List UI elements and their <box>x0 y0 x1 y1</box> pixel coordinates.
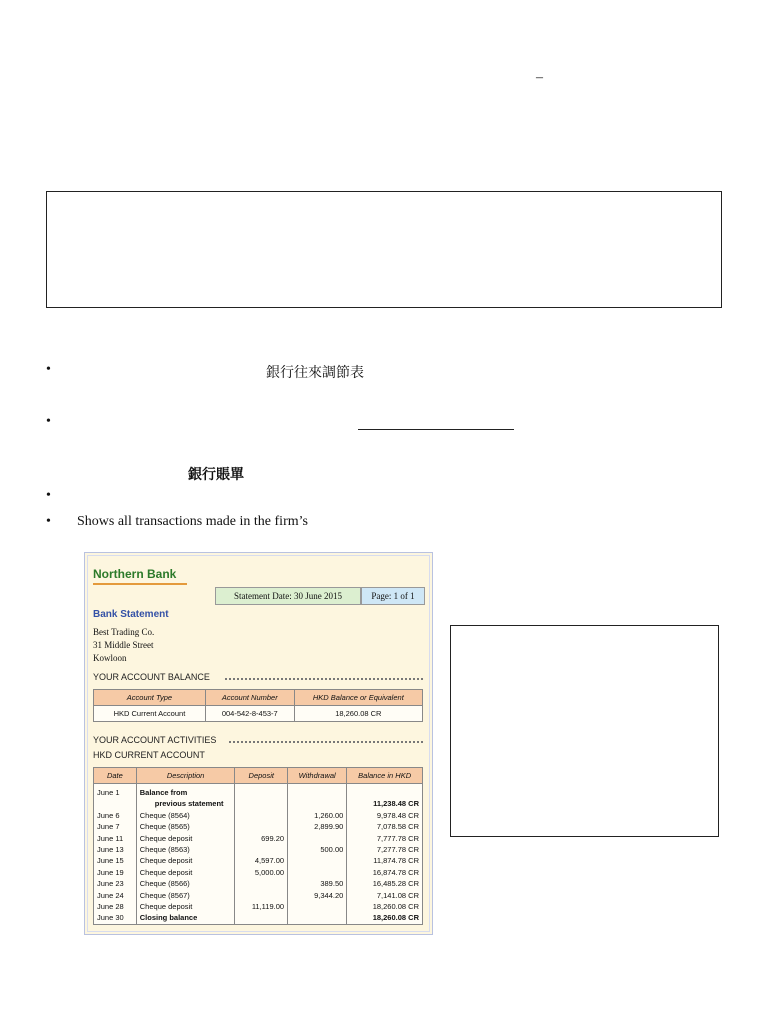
column-header: Withdrawal <box>288 768 347 784</box>
date-cell: June 28 <box>94 901 137 912</box>
balance-cell: 7,141.08 CR <box>347 890 423 901</box>
description-cell: Cheque (8566) <box>136 878 235 889</box>
date-cell: June 11 <box>94 833 137 844</box>
deposit-cell <box>235 798 288 809</box>
withdrawal-cell: 500.00 <box>288 844 347 855</box>
bank-name-underline <box>93 583 187 585</box>
table-row <box>94 878 423 889</box>
bank-name: Northern Bank <box>93 567 177 581</box>
withdrawal-cell: 389.50 <box>288 878 347 889</box>
description-cell: Cheque deposit <box>136 867 235 878</box>
withdrawal-cell <box>288 901 347 912</box>
date-cell: June 24 <box>94 890 137 901</box>
account-balance-table <box>93 689 423 722</box>
balance-cell: 7,277.78 CR <box>347 844 423 855</box>
table-row <box>94 833 423 844</box>
deposit-cell <box>235 810 288 821</box>
table-row <box>94 798 423 809</box>
column-header: Deposit <box>235 768 288 784</box>
balance-cell: 18,260.08 CR <box>347 912 423 924</box>
date-cell: June 30 <box>94 912 137 924</box>
account-number-cell: 004-542-8-453-7 <box>205 706 294 722</box>
description-cell: Cheque (8567) <box>136 890 235 901</box>
withdrawal-cell <box>288 784 347 799</box>
account-balance-section-label: YOUR ACCOUNT BALANCE <box>93 672 210 682</box>
description-cell: previous statement <box>136 798 235 809</box>
table-row <box>94 844 423 855</box>
balance-cell: 11,874.78 CR <box>347 855 423 866</box>
description-cell: Balance from <box>136 784 235 799</box>
description-cell: Cheque deposit <box>136 855 235 866</box>
bank-reconciliation-chinese-term: 銀行往來調節表 <box>266 365 364 381</box>
table-header-row <box>94 768 423 784</box>
balance-cell <box>347 784 423 799</box>
table-row <box>94 855 423 866</box>
blank-notes-box <box>450 625 719 837</box>
customer-address <box>93 626 154 665</box>
balance-cell: 18,260.08 CR <box>347 901 423 912</box>
table-row <box>94 890 423 901</box>
column-header: Balance in HKD <box>347 768 423 784</box>
address-line: Best Trading Co. <box>93 627 155 637</box>
table-header-row <box>94 690 423 706</box>
blank-answer-box <box>46 191 722 308</box>
account-activities-table <box>93 767 423 925</box>
account-type-cell: HKD Current Account <box>94 706 206 722</box>
deposit-cell <box>235 844 288 855</box>
column-header: HKD Balance or Equivalent <box>294 690 422 706</box>
balance-cell: 16,485.28 CR <box>347 878 423 889</box>
description-cell: Closing balance <box>136 912 235 924</box>
deposit-cell: 4,597.00 <box>235 855 288 866</box>
date-cell <box>94 798 137 809</box>
description-cell: Cheque (8563) <box>136 844 235 855</box>
description-cell: Cheque deposit <box>136 833 235 844</box>
balance-cell: 7,777.78 CR <box>347 833 423 844</box>
table-row <box>94 867 423 878</box>
section-rule <box>225 678 423 680</box>
bullet-marker: • <box>46 514 51 529</box>
withdrawal-cell <box>288 855 347 866</box>
balance-cell: 16,874.78 CR <box>347 867 423 878</box>
withdrawal-cell <box>288 833 347 844</box>
balance-cell: 11,238.48 CR <box>347 798 423 809</box>
date-cell: June 13 <box>94 844 137 855</box>
description-cell: Cheque deposit <box>136 901 235 912</box>
withdrawal-cell: 1,260.00 <box>288 810 347 821</box>
date-cell: June 15 <box>94 855 137 866</box>
bullet-marker: • <box>46 362 51 377</box>
withdrawal-cell: 2,899.90 <box>288 821 347 832</box>
balance-cell: 7,078.58 CR <box>347 821 423 832</box>
column-header: Account Number <box>205 690 294 706</box>
column-header: Date <box>94 768 137 784</box>
statement-page: Page: 1 of 1 <box>361 587 425 605</box>
table-row <box>94 706 423 722</box>
account-activities-section-label: YOUR ACCOUNT ACTIVITIES <box>93 735 217 745</box>
deposit-cell: 5,000.00 <box>235 867 288 878</box>
column-header: Account Type <box>94 690 206 706</box>
dash-mark: – <box>536 70 543 85</box>
bank-statement-figure <box>84 552 433 935</box>
table-row <box>94 810 423 821</box>
balance-cell: 9,978.48 CR <box>347 810 423 821</box>
deposit-cell: 699.20 <box>235 833 288 844</box>
deposit-cell <box>235 912 288 924</box>
table-row <box>94 901 423 912</box>
deposit-cell <box>235 784 288 799</box>
column-header: Description <box>136 768 235 784</box>
address-line: Kowloon <box>93 653 127 663</box>
date-cell: June 7 <box>94 821 137 832</box>
deposit-cell: 11,119.00 <box>235 901 288 912</box>
statement-title: Bank Statement <box>93 609 169 620</box>
statement-date: Statement Date: 30 June 2015 <box>215 587 361 605</box>
withdrawal-cell: 9,344.20 <box>288 890 347 901</box>
fill-in-blank-line <box>358 429 514 430</box>
address-line: 31 Middle Street <box>93 640 154 650</box>
account-balance-cell: 18,260.08 CR <box>294 706 422 722</box>
date-cell: June 1 <box>94 784 137 799</box>
bullet-marker: • <box>46 414 51 429</box>
description-cell: Cheque (8564) <box>136 810 235 821</box>
bank-statement-chinese-heading: 銀行賬單 <box>188 467 244 483</box>
account-name-label: HKD CURRENT ACCOUNT <box>93 750 205 760</box>
withdrawal-cell <box>288 867 347 878</box>
withdrawal-cell <box>288 912 347 924</box>
bullet-marker: • <box>46 488 51 503</box>
table-row <box>94 784 423 799</box>
table-row <box>94 821 423 832</box>
deposit-cell <box>235 890 288 901</box>
bullet-text-transactions: Shows all transactions made in the firm’s <box>77 514 308 529</box>
date-cell: June 6 <box>94 810 137 821</box>
deposit-cell <box>235 878 288 889</box>
date-cell: June 23 <box>94 878 137 889</box>
withdrawal-cell <box>288 798 347 809</box>
table-row <box>94 912 423 924</box>
deposit-cell <box>235 821 288 832</box>
description-cell: Cheque (8565) <box>136 821 235 832</box>
date-cell: June 19 <box>94 867 137 878</box>
section-rule <box>229 741 423 743</box>
